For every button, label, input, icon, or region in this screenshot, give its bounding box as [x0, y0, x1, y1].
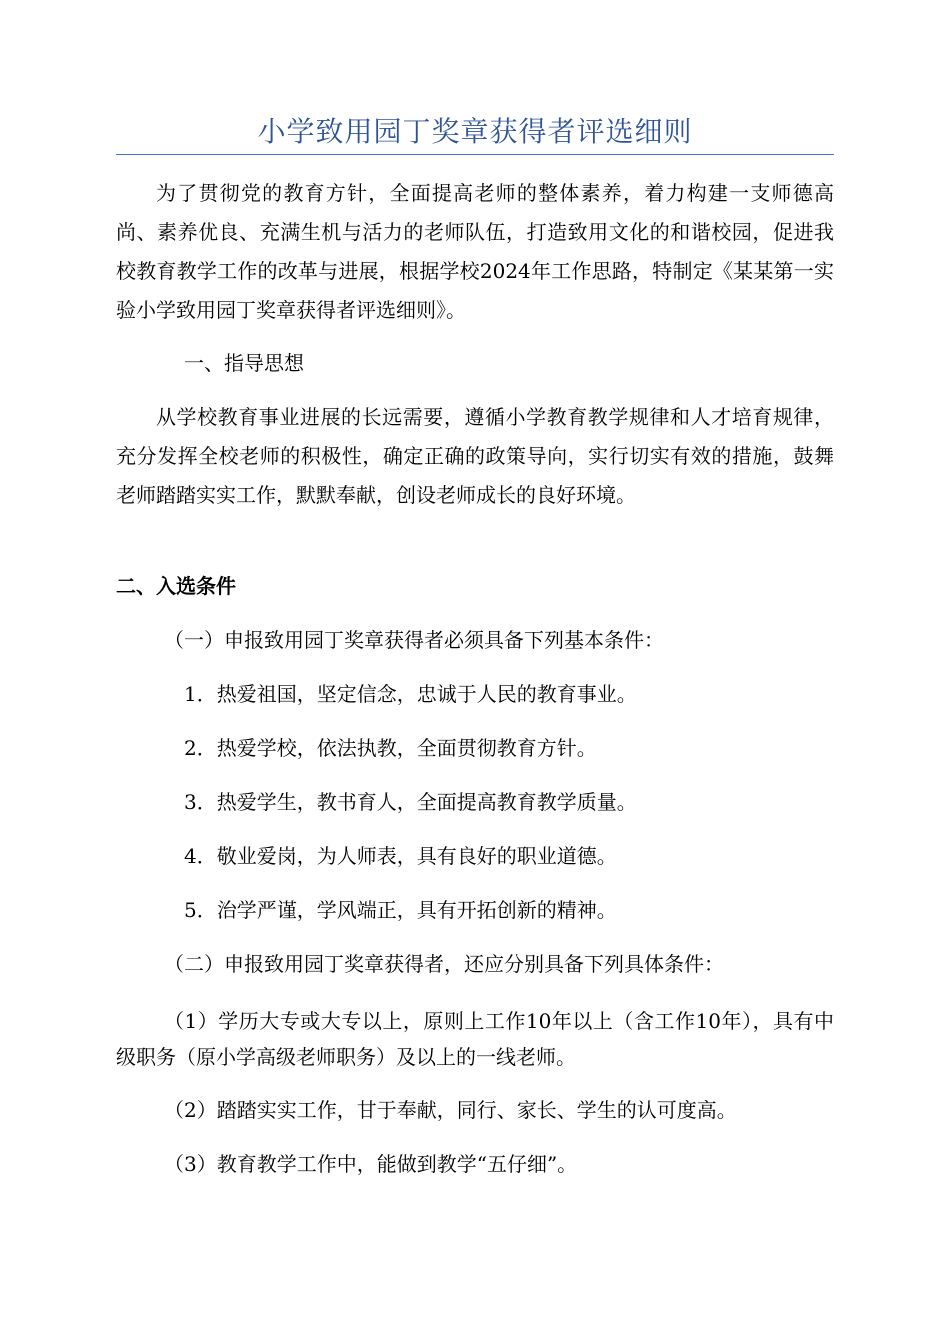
intro-paragraph: 为了贯彻党的教育方针，全面提高老师的整体素养，着力构建一支师德高尚、素养优良、充满生机与活力的老师队伍，打造致用文化的和谐校园，促进我校教育教学工作的改革与进展，根据学校2024年工作思路，特制定《某某第一实验小学致用园丁奖章获得者评选细则》。	[116, 181, 834, 322]
specific-conditions-heading: （二）申报致用园丁奖章获得者，还应分别具备下列具体条件：	[164, 952, 724, 976]
document-title: 小学致用园丁奖章获得者评选细则	[257, 115, 693, 148]
basic-condition-item: 2．热爱学校，依法执教，全面贯彻教育方针。	[184, 736, 597, 760]
basic-condition-item: 3．热爱学生，教书育人，全面提高教育教学质量。	[184, 790, 637, 814]
basic-condition-item: 1．热爱祖国，坚定信念，忠诚于人民的教育事业。	[184, 682, 637, 706]
section2-heading: 二、入选条件	[116, 574, 236, 598]
title-underline	[116, 154, 834, 155]
basic-conditions-heading: （一）申报致用园丁奖章获得者必须具备下列基本条件：	[164, 628, 664, 652]
basic-condition-item: 5．治学严谨，学风端正，具有开拓创新的精神。	[184, 898, 617, 922]
section1-body: 从学校教育事业进展的长远需要，遵循小学教育教学规律和人才培育规律，充分发挥全校老师的积极性，确定正确的政策导向，实行切实有效的措施，鼓舞老师踏踏实实工作，默默奉献，创设老师成长的良好环境。	[116, 405, 834, 507]
specific-condition-item: （3）教育教学工作中，能做到教学“五仔细”。	[164, 1152, 578, 1176]
basic-condition-item: 4．敬业爱岗，为人师表，具有良好的职业道德。	[184, 844, 617, 868]
section1-heading: 一、指导思想	[184, 351, 304, 375]
specific-condition-item: （1）学历大专或大专以上，原则上工作10年以上（含工作10年），具有中级职务（原小学高级老师职务）及以上的一线老师。	[116, 1009, 834, 1069]
specific-condition-item: （2）踏踏实实工作，甘于奉献，同行、家长、学生的认可度高。	[164, 1098, 737, 1122]
